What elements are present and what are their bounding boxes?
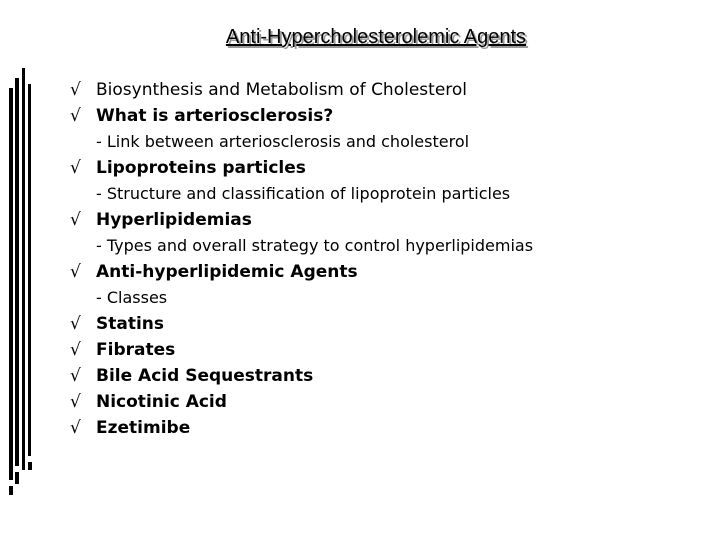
item-label: Nicotinic Acid	[96, 392, 227, 412]
bar	[15, 472, 19, 484]
bar	[28, 462, 32, 470]
item-sub: - Link between arteriosclerosis and cholesterol	[96, 132, 470, 151]
check-icon: √	[70, 158, 81, 178]
item-label: Lipoproteins particles	[96, 158, 306, 178]
bar	[28, 84, 31, 456]
check-icon: √	[70, 80, 81, 100]
item-label: Ezetimibe	[96, 418, 191, 438]
item-sub: - Types and overall strategy to control hyperlipidemias	[96, 236, 534, 255]
check-icon: √	[70, 262, 81, 282]
item-label: Biosynthesis and Metabolism of Cholesterol	[96, 80, 468, 100]
item-label: What is arteriosclerosis?	[96, 106, 334, 126]
item-label: Statins	[96, 314, 165, 334]
item-sub: - Classes	[96, 288, 168, 307]
item-sub: - Structure and classification of lipoprotein particles	[96, 184, 511, 203]
decorative-bars	[0, 0, 40, 540]
check-icon: √	[70, 106, 81, 126]
item-label: Anti-hyperlipidemic Agents	[96, 262, 358, 282]
item-label: Bile Acid Sequestrants	[96, 366, 314, 386]
item-label: Hyperlipidemias	[96, 210, 252, 230]
slide-title: Anti-Hypercholesterolemic Agents	[225, 26, 527, 48]
item-label: Fibrates	[96, 340, 176, 360]
check-icon: √	[70, 314, 81, 334]
check-icon: √	[70, 366, 81, 386]
bar	[22, 68, 25, 470]
bar	[15, 78, 19, 466]
bar	[9, 486, 13, 495]
bar	[9, 88, 13, 480]
check-icon: √	[70, 418, 81, 438]
check-icon: √	[70, 392, 81, 412]
check-icon: √	[70, 340, 81, 360]
check-icon: √	[70, 210, 81, 230]
